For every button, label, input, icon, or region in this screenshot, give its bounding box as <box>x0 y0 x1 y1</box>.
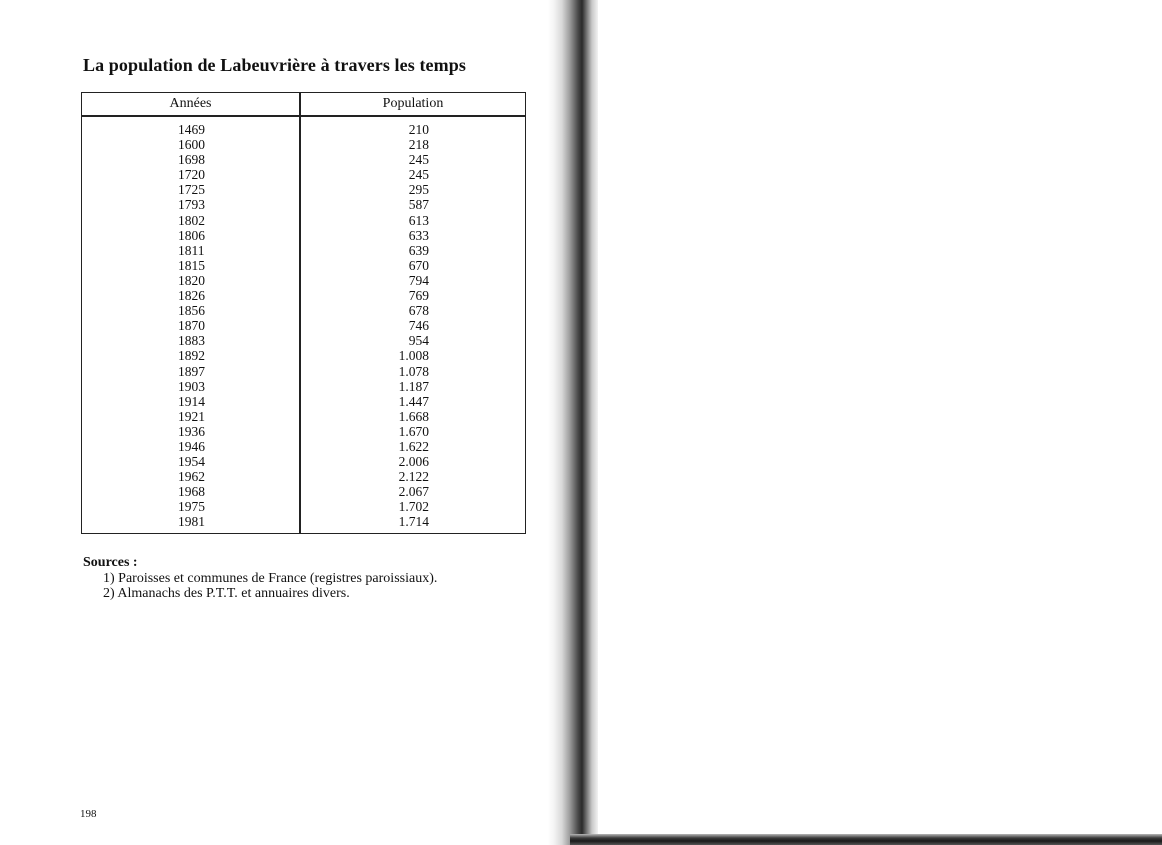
population-table <box>81 92 526 534</box>
table-row <box>82 318 525 333</box>
population-cell: 769 <box>408 288 429 304</box>
table-row <box>82 167 525 182</box>
year-cell: 1469 <box>178 122 205 137</box>
left-page <box>0 0 560 845</box>
right-page-blank <box>598 0 1162 845</box>
year-cell: 1725 <box>178 182 205 198</box>
population-cell: 1.008 <box>398 348 429 364</box>
table-row <box>82 152 525 167</box>
table-row <box>82 394 525 409</box>
population-cell: 587 <box>408 197 429 213</box>
year-cell: 1793 <box>178 197 205 213</box>
population-cell: 613 <box>408 212 429 228</box>
column-header-population: Population <box>382 96 444 111</box>
table-row <box>82 484 525 499</box>
year-cell: 1856 <box>178 303 205 319</box>
table-row <box>82 499 525 514</box>
table-row <box>82 273 525 288</box>
sources-label: Sources : <box>83 555 138 570</box>
year-cell: 1698 <box>178 152 205 168</box>
year-cell: 1870 <box>178 318 205 334</box>
year-cell: 1946 <box>178 438 205 454</box>
table-row <box>82 439 525 454</box>
population-cell: 1.622 <box>398 438 429 454</box>
table-row <box>82 182 525 197</box>
table-row <box>82 409 525 424</box>
year-cell: 1975 <box>178 499 205 515</box>
population-cell: 639 <box>408 242 429 258</box>
population-cell: 295 <box>408 182 429 198</box>
population-cell: 2.006 <box>398 454 429 470</box>
table-row <box>82 469 525 484</box>
table-row <box>82 243 525 258</box>
table-row <box>82 333 525 348</box>
page-title: La population de Labeuvrière à travers les temps <box>83 55 466 75</box>
year-cell: 1811 <box>178 242 205 258</box>
book-gutter <box>548 0 598 845</box>
population-cell: 245 <box>408 167 429 183</box>
year-cell: 1600 <box>178 137 205 153</box>
year-cell: 1936 <box>178 423 205 439</box>
population-cell: 670 <box>408 257 429 273</box>
year-cell: 1815 <box>178 257 205 273</box>
source-item: 2) Almanachs des P.T.T. et annuaires divers. <box>103 586 350 601</box>
year-cell: 1892 <box>178 348 205 364</box>
sources-block <box>83 555 437 602</box>
year-cell: 1903 <box>178 378 205 394</box>
population-cell: 1.078 <box>398 363 429 379</box>
population-cell: 1.702 <box>398 499 429 515</box>
population-cell: 794 <box>408 272 429 288</box>
table-row <box>82 424 525 439</box>
population-cell: 1.668 <box>398 408 429 424</box>
column-header-years: Années <box>169 96 212 111</box>
population-cell: 1.670 <box>398 423 429 439</box>
header-rule <box>82 115 525 117</box>
source-item: 1) Paroisses et communes de France (registres paroissiaux). <box>103 570 438 586</box>
year-cell: 1921 <box>178 408 205 424</box>
table-row <box>82 514 525 529</box>
table-row <box>82 364 525 379</box>
table-row <box>82 213 525 228</box>
table-row <box>82 288 525 303</box>
population-cell: 1.187 <box>398 378 429 394</box>
year-cell: 1954 <box>178 454 205 470</box>
table-row <box>82 137 525 152</box>
population-cell: 1.447 <box>398 393 429 409</box>
year-cell: 1962 <box>178 469 205 485</box>
population-cell: 2.122 <box>398 469 429 485</box>
table-row <box>82 348 525 363</box>
year-cell: 1802 <box>178 212 205 228</box>
year-cell: 1820 <box>178 272 205 288</box>
page-number: 198 <box>80 808 97 820</box>
year-cell: 1806 <box>178 227 205 243</box>
population-cell: 633 <box>408 227 429 243</box>
table-body <box>82 122 525 530</box>
population-cell: 245 <box>408 152 429 168</box>
table-row <box>82 303 525 318</box>
population-cell: 678 <box>408 303 429 319</box>
table-row <box>82 379 525 394</box>
table-row <box>82 197 525 212</box>
population-cell: 746 <box>408 318 429 334</box>
table-row <box>82 454 525 469</box>
year-cell: 1968 <box>178 484 205 500</box>
year-cell: 1826 <box>178 288 205 304</box>
table-row <box>82 258 525 273</box>
year-cell: 1914 <box>178 393 205 409</box>
year-cell: 1981 <box>178 514 205 530</box>
year-cell: 1720 <box>178 167 205 183</box>
table-row <box>82 122 525 137</box>
year-cell: 1897 <box>178 363 205 379</box>
year-cell: 1883 <box>178 333 205 349</box>
table-row <box>82 228 525 243</box>
population-cell: 218 <box>408 137 429 153</box>
population-cell: 2.067 <box>398 484 429 500</box>
page-edge-shadow <box>570 834 1162 845</box>
population-cell: 954 <box>408 333 429 349</box>
population-cell: 210 <box>408 122 429 137</box>
population-cell: 1.714 <box>398 514 429 530</box>
